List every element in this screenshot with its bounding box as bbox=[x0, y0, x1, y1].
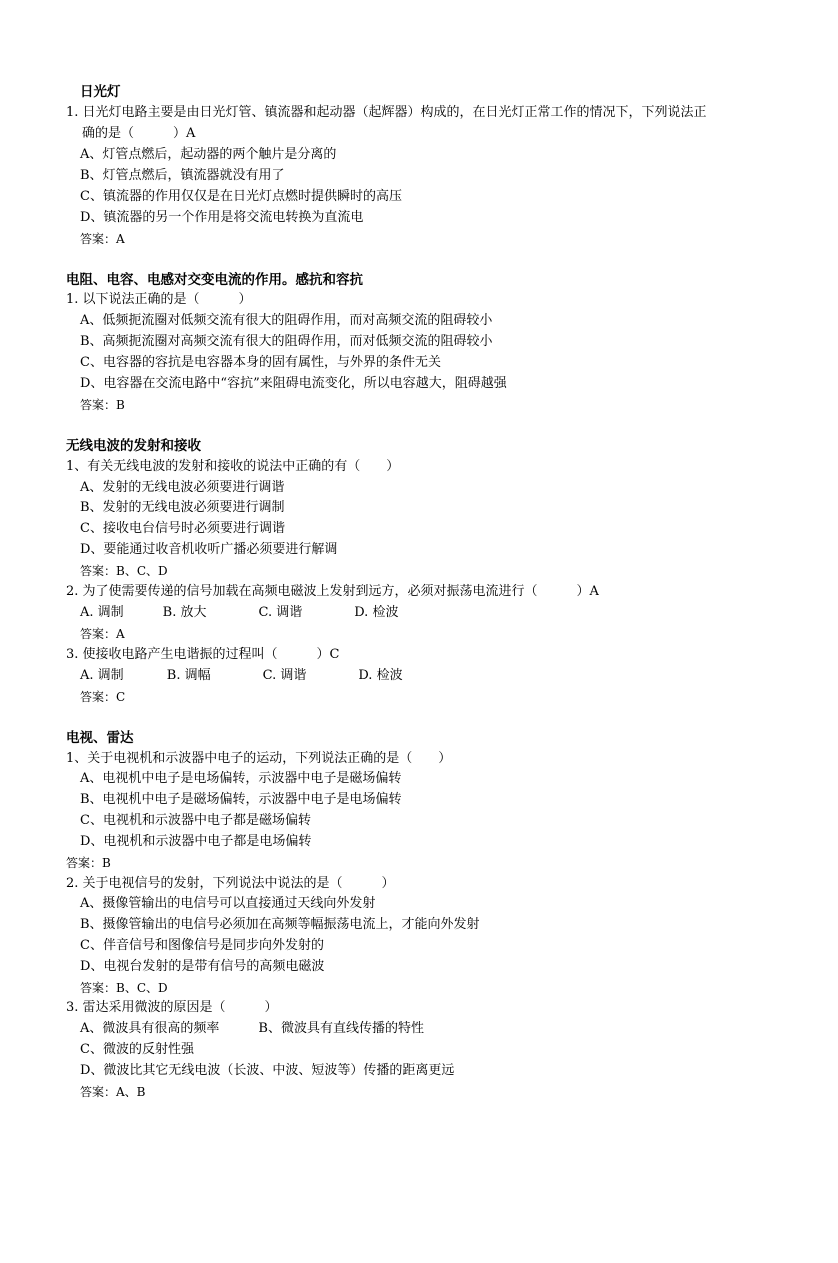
options-inline: A. 调制 B. 放大 C. 调谐 D. 检波 bbox=[80, 605, 399, 620]
question-text: 1. 日光灯电路主要是由日光灯管、镇流器和起动器（起辉器）构成的，在日光灯正常工作的情况下，下列说法正 bbox=[66, 105, 707, 120]
option-d: D、镇流器的另一个作用是将交流电转换为直流电 bbox=[80, 210, 364, 225]
answer: 答案：A bbox=[80, 232, 125, 246]
answer: 答案：A、B bbox=[80, 1085, 146, 1099]
question-text: 3. 雷达采用微波的原因是（ ） bbox=[66, 1000, 278, 1015]
option-b: B、发射的无线电波必须要进行调制 bbox=[80, 500, 285, 515]
answer: 答案：B bbox=[66, 856, 111, 870]
option-c: C、电容器的容抗是电容器本身的固有属性，与外界的条件无关 bbox=[80, 355, 441, 370]
option-a: A、摄像管输出的电信号可以直接通过天线向外发射 bbox=[80, 896, 376, 911]
option-b: B、灯管点燃后，镇流器就没有用了 bbox=[80, 168, 285, 183]
answer: 答案：B bbox=[80, 398, 125, 412]
question-text: 1. 以下说法正确的是（ ） bbox=[66, 292, 252, 307]
answer: 答案：C bbox=[80, 690, 126, 704]
question-text: 1、关于电视机和示波器中电子的运动，下列说法正确的是（ ） bbox=[66, 751, 452, 766]
option-d: D、电视台发射的是带有信号的高频电磁波 bbox=[80, 959, 325, 974]
option-a: A、低频扼流圈对低频交流有很大的阻碍作用，而对高频交流的阻碍较小 bbox=[80, 313, 493, 328]
answer: 答案：B、C、D bbox=[80, 564, 168, 578]
option-d: D、电容器在交流电路中“容抗”来阻碍电流变化，所以电容越大，阻碍越强 bbox=[80, 376, 507, 391]
section-title: 日光灯 bbox=[80, 84, 121, 100]
option-c: C、伴音信号和图像信号是同步向外发射的 bbox=[80, 938, 324, 953]
option-a: A、电视机中电子是电场偏转，示波器中电子是磁场偏转 bbox=[80, 771, 402, 786]
option-b: B、电视机中电子是磁场偏转，示波器中电子是电场偏转 bbox=[80, 792, 402, 807]
option-b: B、摄像管输出的电信号必须加在高频等幅振荡电流上，才能向外发射 bbox=[80, 917, 480, 932]
section-title: 无线电波的发射和接收 bbox=[66, 438, 201, 454]
options-inline: A. 调制 B. 调幅 C. 调谐 D. 检波 bbox=[80, 668, 403, 683]
option-a: A、灯管点燃后，起动器的两个触片是分离的 bbox=[80, 147, 337, 162]
option-d: D、电视机和示波器中电子都是电场偏转 bbox=[80, 834, 312, 849]
question-text: 1、有关无线电波的发射和接收的说法中正确的有（ ） bbox=[66, 459, 400, 474]
question-text-continued: 确的是（ ）A bbox=[82, 126, 196, 141]
question-text: 2. 关于电视信号的发射，下列说法中说法的是（ ） bbox=[66, 876, 395, 891]
option-a-b: A、微波具有很高的频率 B、微波具有直线传播的特性 bbox=[80, 1021, 424, 1036]
option-d: D、要能通过收音机收听广播必须要进行解调 bbox=[80, 542, 338, 557]
section-title: 电阻、电容、电感对交变电流的作用。感抗和容抗 bbox=[66, 272, 363, 288]
question-text: 2. 为了使需要传递的信号加载在高频电磁波上发射到远方，必须对振荡电流进行（ ）A bbox=[66, 584, 599, 599]
answer: 答案：A bbox=[80, 627, 125, 641]
option-c: C、接收电台信号时必须要进行调谐 bbox=[80, 521, 285, 536]
option-c: C、电视机和示波器中电子都是磁场偏转 bbox=[80, 813, 311, 828]
option-c: C、镇流器的作用仅仅是在日光灯点燃时提供瞬时的高压 bbox=[80, 189, 402, 204]
option-c: C、微波的反射性强 bbox=[80, 1042, 194, 1057]
question-text: 3. 使接收电路产生电谐振的过程叫（ ）C bbox=[66, 647, 340, 662]
answer: 答案：B、C、D bbox=[80, 981, 168, 995]
option-a: A、发射的无线电波必须要进行调谐 bbox=[80, 480, 285, 495]
section-title: 电视、雷达 bbox=[66, 730, 134, 746]
option-b: B、高频扼流圈对高频交流有很大的阻碍作用，而对低频交流的阻碍较小 bbox=[80, 334, 493, 349]
option-d: D、微波比其它无线电波（长波、中波、短波等）传播的距离更远 bbox=[80, 1063, 455, 1078]
